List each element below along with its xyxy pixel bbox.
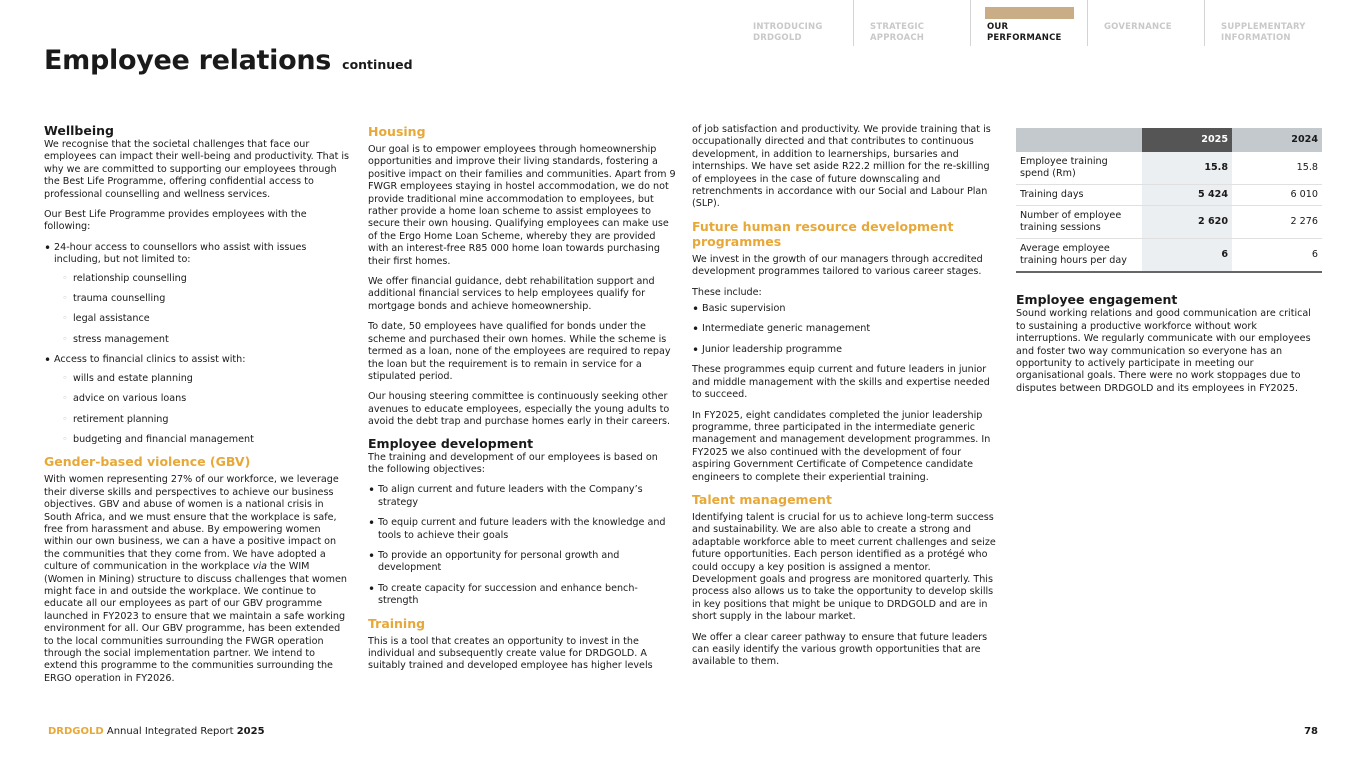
section-nav [737, 0, 1322, 46]
programmes-list [692, 303, 998, 356]
gbv-text-b: the WIM (Women in Mining) structure to discuss challenges that women might face in and outside the workplace. We continue to educate all our employees as part of our GBV programme launched in FY2023 to ensure that we maintain a safe working environment for all. Our GBV programme, has been extended to the local communities surrounding the FWGR operation through the social implementation partner. We intend to extend this programme to the communities surrounding the ERGO operation in FY2026. [44, 561, 347, 684]
development-objectives-list [368, 484, 676, 607]
table-row [1016, 185, 1322, 206]
page-number: 78 [1304, 726, 1318, 737]
footer-brand: DRDGOLD [48, 726, 104, 737]
column-3 [692, 124, 998, 677]
talent-paragraph-2: We offer a clear career pathway to ensure that future leaders can easily identify the various growth opportunities that are available to them. [692, 631, 988, 668]
list-item: • To create capacity for succession and enhance bench-strength [368, 583, 676, 608]
column-4 [1016, 128, 1322, 403]
housing-heading: Housing [368, 124, 426, 139]
talent-paragraph-1: Identifying talent is crucial for us to achieve long-term success and sustainability. We are also able to create a strong and adaptable workforce able to meet current challenges and seize future opportunities. Each person identified as a protégé who could occupy a key position is assigned a mentor. Development goals and progress are monitored quarterly. This process also allows us to take the opportunity to develop skills in key positions that might be unique to DRDGOLD and are in short supply in the labour market. [692, 511, 996, 623]
active-tab-indicator [985, 7, 1074, 19]
sub-list-item: ◦ budgeting and financial management [54, 434, 350, 446]
list-item: • To align current and future leaders with the Company’s strategy [368, 484, 676, 509]
list-item-text: Access to financial clinics to assist with: [54, 354, 246, 366]
development-heading: Employee development [368, 435, 534, 451]
page-title-text: Employee relations [44, 45, 332, 76]
table-cell-2025: 5 424 [1142, 185, 1232, 206]
table-cell-2025: 2 620 [1142, 206, 1232, 239]
engagement-heading: Employee engagement [1016, 292, 1178, 308]
nav-tab-label: INTRODUCING DRDGOLD [753, 22, 823, 43]
column-1 [44, 124, 350, 693]
list-item: • Junior leadership programme [692, 344, 998, 356]
engagement-paragraph-1: Sound working relations and good communication are critical to sustaining a productive workforce without work interruptions. We regularly communicate with our employees and foster two way communication so everyone has an opportunity to actively participate in meeting our organisational goals. There were no work stoppages due to disputes between DRDGOLD and its employees in FY2025. [1016, 308, 1311, 394]
development-paragraph-1: The training and development of our employees is based on the following objectives: [368, 451, 658, 475]
nav-tab-label: GOVERNANCE [1104, 22, 1172, 32]
nav-tab-label: SUPPLEMENTARY INFORMATION [1221, 22, 1306, 43]
future-hr-paragraph-1: We invest in the growth of our managers through accredited development programmes tailored to various career stages. [692, 253, 983, 278]
best-life-list [44, 242, 350, 446]
table-cell-2024: 6 [1232, 239, 1322, 273]
gbv-text-via: via [252, 561, 267, 573]
nav-tab-label: OUR PERFORMANCE [987, 22, 1062, 43]
table-cell-label: Average employee training hours per day [1016, 239, 1142, 273]
list-item: • Basic supervision [692, 303, 998, 315]
sub-list-item: ◦ relationship counselling [54, 273, 350, 285]
future-hr-paragraph-4: In FY2025, eight candidates completed the junior leadership programme, three participated in the intermediate generic management and management development programmes. In FY2025 we also continued with the development of four aspiring Government Certificate of Competence candidate engineers to complete their experiential training. [692, 409, 991, 483]
sub-list-item: ◦ trauma counselling [54, 293, 350, 305]
future-hr-heading: Future human resource development programmes [692, 218, 954, 249]
sub-list [54, 273, 350, 347]
footer-year: 2025 [236, 726, 265, 737]
table-cell-label: Employee training spend (Rm) [1016, 152, 1142, 185]
list-item: • To equip current and future leaders with the knowledge and tools to achieve their goals [368, 517, 676, 542]
sub-list-item: ◦ legal assistance [54, 313, 350, 325]
list-item-text: 24-hour access to counsellors who assist with issues including, but not limited to: [54, 241, 307, 266]
table-cell-2025: 15.8 [1142, 152, 1232, 185]
housing-paragraph-1: Our goal is to empower employees through homeownership opportunities and improve their living standards, fostering a positive impact on their families and communities. Apart from 9 FWGR employees staying in hostel accommodation, we do not provide traditional mine accommodation to employees, but rather provide a home loan scheme to assist employees to secure their own housing. Qualifying employees can make use of the Ergo Home Loan Scheme, whereby they are provided with an interest-free R85 000 home loan towards purchasing their first homes. [368, 144, 676, 267]
sub-list-item: ◦ retirement planning [54, 414, 350, 426]
nav-tab-introducing[interactable] [737, 0, 854, 46]
sub-list [54, 373, 350, 447]
housing-paragraph-3: To date, 50 employees have qualified for bonds under the scheme and purchased their own homes. While the scheme is termed as a loan, none of the employees are required to repay the loan but the requirement is to remain in service for a stipulated period. [368, 321, 671, 382]
wellbeing-paragraph-2: Our Best Life Programme provides employees with the following: [44, 209, 307, 233]
gbv-paragraph [44, 474, 350, 685]
future-hr-paragraph-2: These include: [692, 286, 762, 298]
table-row [1016, 152, 1322, 185]
table-header-2024: 2024 [1232, 128, 1322, 152]
table-row [1016, 239, 1322, 273]
training-heading: Training [368, 615, 426, 631]
sub-list-item: ◦ advice on various loans [54, 393, 350, 405]
column-2 [368, 124, 676, 681]
page-title-suffix: continued [342, 57, 413, 72]
table-cell-2024: 15.8 [1232, 152, 1322, 185]
table-cell-label: Training days [1016, 185, 1142, 206]
nav-tab-performance[interactable] [971, 0, 1088, 46]
housing-paragraph-2: We offer financial guidance, debt rehabilitation support and additional financial services to help employees qualify for mortgage bonds and achieve homeownership. [368, 276, 655, 312]
table-row [1016, 206, 1322, 239]
table-cell-2024: 2 276 [1232, 206, 1322, 239]
wellbeing-paragraph-1: We recognise that the societal challenges that face our employees can impact their well-being and productivity. That is why we are committed to supporting our employees through the Best Life Programme, offering confidential access to professional counselling and wellness services. [44, 139, 350, 200]
list-item: • To provide an opportunity for personal growth and development [368, 550, 676, 575]
housing-paragraph-4: Our housing steering committee is continuously seeking other avenues to educate employees, especially the young adults to avoid the debt trap and purchase homes early in their careers. [368, 391, 671, 428]
table-cell-label: Number of employee training sessions [1016, 206, 1142, 239]
nav-tab-governance[interactable] [1088, 0, 1205, 46]
table-header-2025: 2025 [1142, 128, 1232, 152]
page-title [44, 45, 413, 76]
training-table [1016, 128, 1322, 273]
future-hr-paragraph-3: These programmes equip current and future leaders in junior and middle management with the skills and expertise needed to succeed. [692, 364, 990, 401]
training-paragraph-1: This is a tool that creates an opportunity to invest in the individual and subsequently create value for DRDGOLD. A suitably trained and developed employee has higher levels [368, 635, 653, 672]
list-item [44, 242, 350, 346]
nav-tab-supplementary[interactable] [1205, 0, 1322, 46]
footer [48, 726, 265, 737]
footer-report: Annual Integrated Report [106, 726, 234, 737]
nav-tab-label: STRATEGIC APPROACH [870, 22, 925, 43]
talent-heading: Talent management [692, 491, 832, 507]
sub-list-item: ◦ stress management [54, 334, 350, 346]
training-paragraph-continued: of job satisfaction and productivity. We provide training that is occupationally directed and that contributes to continuous development, in addition to learnerships, bursaries and internships. We have set aside R22.2 million for the re-skilling of employees in the case of future downscaling and retrenchments in accordance with our Social and Labour Plan (SLP). [692, 124, 991, 210]
gbv-text-a: With women representing 27% of our workforce, we leverage their diverse skills and perspectives to achieve our business objectives. GBV and abuse of women is a national crisis in South Africa, and we must ensure that the workplace is safe, free from harassment and abuse. By empowering women within our own business, we can a have a positive impact on the communities that they come from. We have adopted a culture of communication in the workplace [44, 474, 339, 573]
table-cell-2025: 6 [1142, 239, 1232, 273]
list-item [44, 354, 350, 446]
gbv-heading: Gender-based violence (GBV) [44, 454, 251, 470]
table-header-blank [1016, 128, 1142, 152]
wellbeing-heading: Wellbeing [44, 123, 114, 138]
sub-list-item: ◦ wills and estate planning [54, 373, 350, 385]
table-cell-2024: 6 010 [1232, 185, 1322, 206]
table-header-row [1016, 128, 1322, 152]
nav-tab-strategic[interactable] [854, 0, 971, 46]
list-item: • Intermediate generic management [692, 323, 998, 335]
